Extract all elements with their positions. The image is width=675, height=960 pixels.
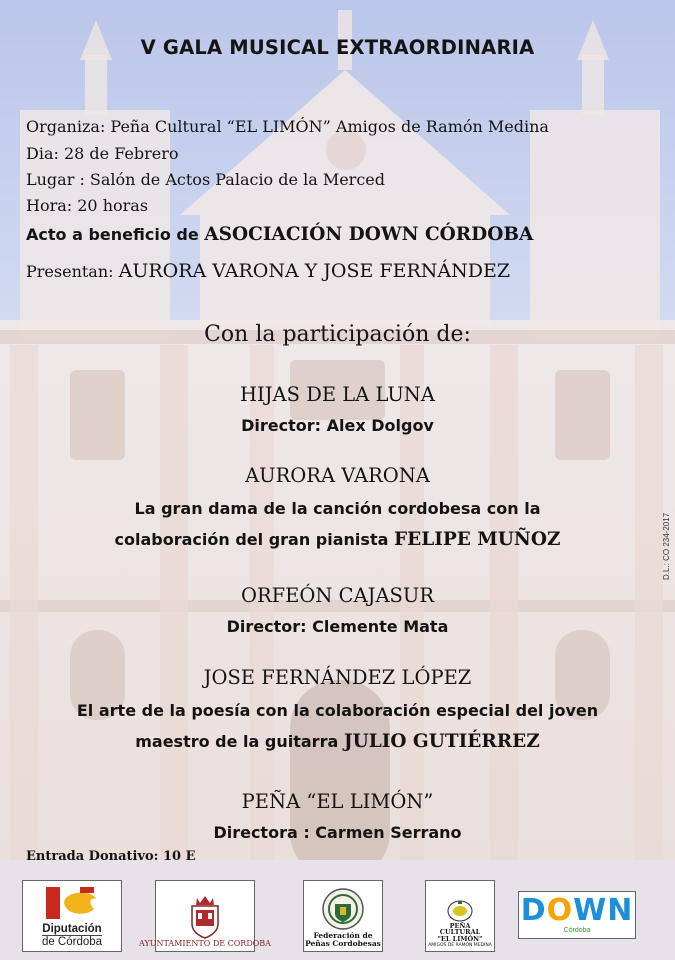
performer-description [0,731,675,752]
logo-pena-el-limon [425,880,495,952]
performer-description-prefix: maestro de la guitarra [135,732,344,751]
benefit-line [26,224,533,245]
diputacion-line2: de Córdoba [41,936,103,948]
city-coat-of-arms-icon [188,894,222,940]
performer-description: La gran dama de la canción cordobesa con la [134,499,541,518]
diputacion-line1: Diputación [42,922,102,935]
logo-federacion-penas [303,880,383,952]
performer-name: HIJAS DE LA LUNA [240,383,435,406]
pena-subtitle: AMIGOS DE RAMÓN MEDINA [428,943,492,948]
performer-director: Director: Clemente Mata [226,617,449,636]
pena-line2: CULTURAL [439,928,481,937]
federacion-line1: Federación de [313,931,373,941]
legal-deposit: D.L.: CO 234-2017 [662,512,671,580]
performer-name: JOSE FERNÁNDEZ LÓPEZ [203,666,472,689]
ayuntamiento-text: AYUNTAMIENTO DE CORDOBA [139,938,271,948]
performer-director: Directora : Carmen Serrano [213,823,462,842]
benefit-prefix: Acto a beneficio de [26,225,205,244]
down-wordmark: DOWN [520,893,634,928]
poster-title: V GALA MUSICAL EXTRAORDINARIA [140,36,535,59]
benefit-name: ASOCIACIÓN DOWN CÓRDOBA [204,224,534,245]
collaborator-name: JULIO GUTIÉRREZ [343,731,540,752]
federation-seal-icon [320,886,366,932]
organizer-line: Organiza: Peña Cultural “EL LIMÓN” Amigos de Ramón Medina [26,117,549,136]
down-subtitle: Córdoba [563,927,591,934]
presenters-prefix: Presentan: [26,262,119,281]
presenters-line [26,260,510,282]
collaborator-name: FELIPE MUÑOZ [393,529,561,550]
pena-line3: "EL LIMÓN" [437,935,483,944]
presenters-names: AURORA VARONA Y JOSE FERNÁNDEZ [118,260,511,282]
performer-name: AURORA VARONA [245,464,430,487]
performer-director: Director: Alex Dolgov [241,416,434,435]
diputacion-emblem-icon [42,883,102,923]
pena-line1: PEÑA [449,921,471,930]
performer-name: ORFEÓN CAJASUR [240,584,435,607]
performer-description: El arte de la poesía con la colaboración especial del joven [76,701,599,720]
participation-heading: Con la participación de: [204,322,471,347]
logo-down-cordoba [518,891,636,939]
venue-line: Lugar : Salón de Actos Palacio de la Merced [26,170,385,189]
logo-ayuntamiento-cordoba [139,880,271,952]
date-line: Dia: 28 de Febrero [26,144,179,163]
performer-description [0,529,675,550]
entry-donation: Entrada Donativo: 10 E [26,849,196,864]
time-line: Hora: 20 horas [26,196,149,215]
federacion-line2: Peñas Cordobesas [305,939,381,949]
performer-description-prefix: colaboración del gran pianista [114,530,394,549]
logo-diputacion-cordoba [22,880,122,952]
pena-emblem-icon [445,899,475,923]
performer-name: PEÑA “EL LIMÓN” [241,790,434,813]
